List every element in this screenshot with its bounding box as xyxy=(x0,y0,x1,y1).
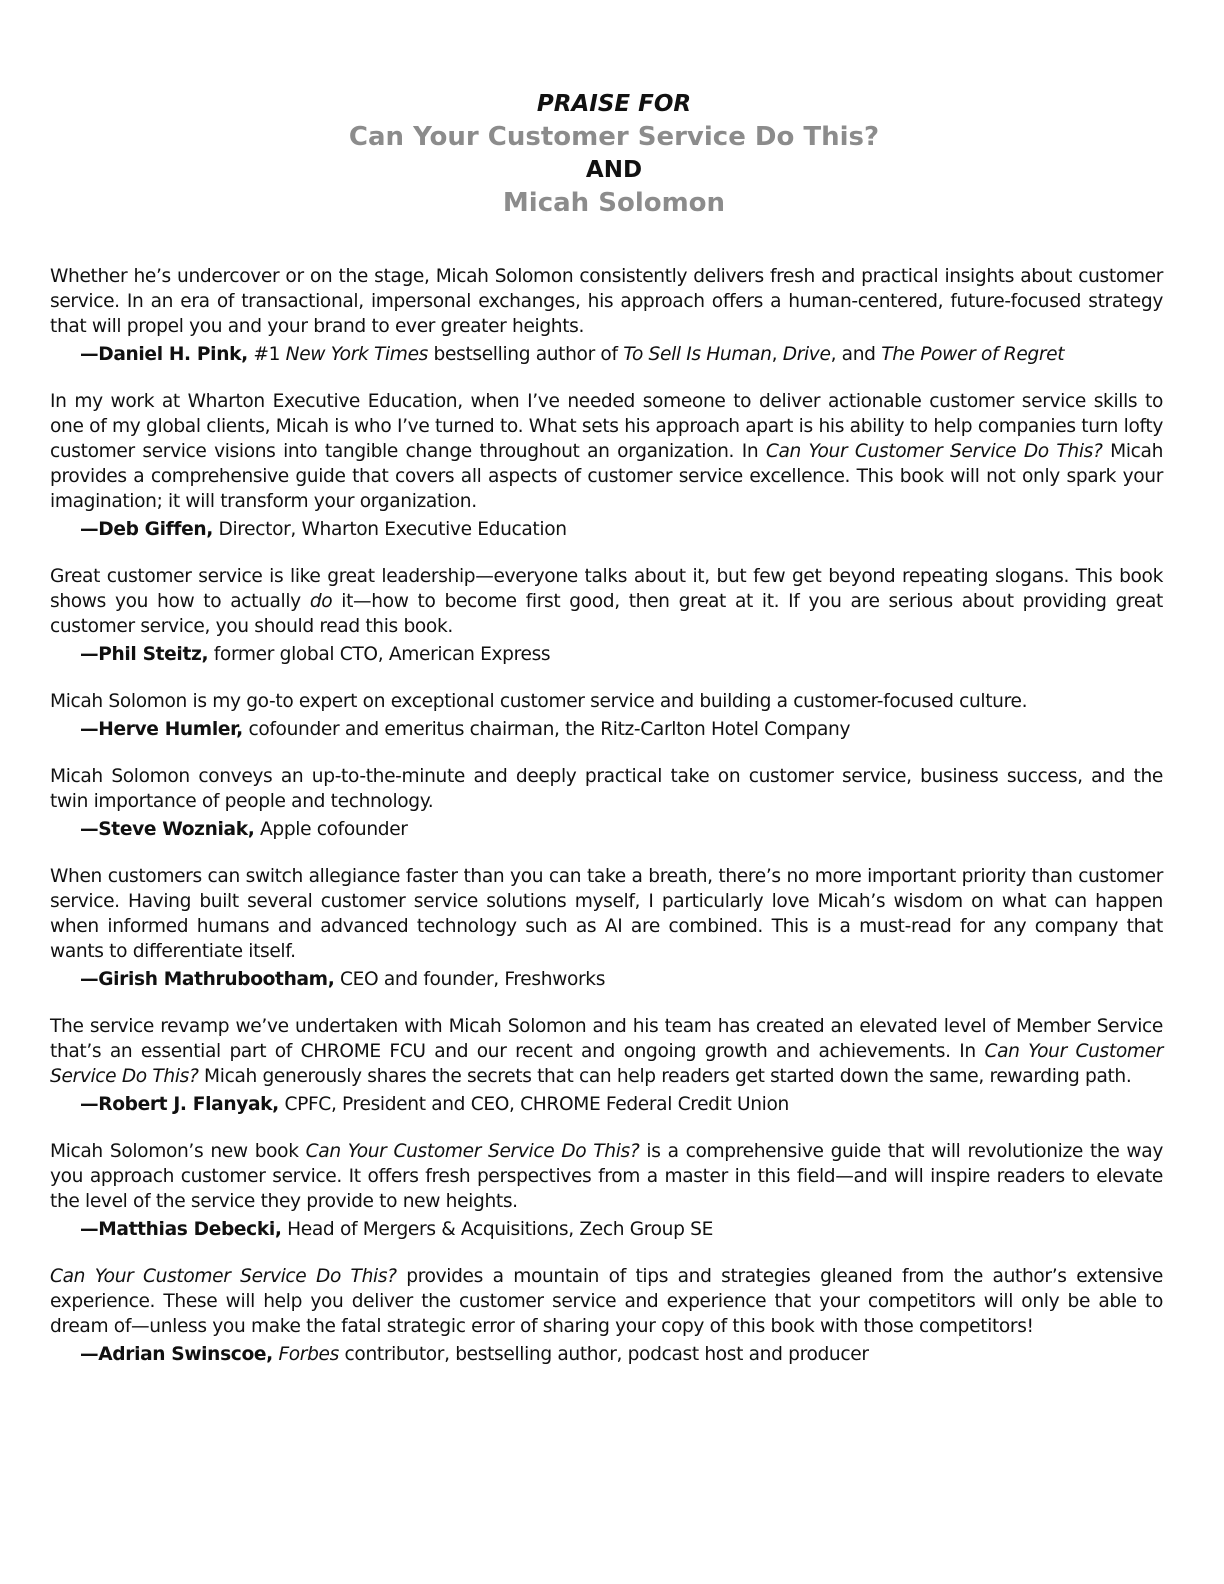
praise-page xyxy=(50,88,1163,1389)
endorser-title: CPFC, President and CEO, CHROME Federal Credit Union xyxy=(278,1094,789,1115)
heading-praise-for: PRAISE FOR xyxy=(536,91,692,117)
blurb-humler xyxy=(50,689,1163,742)
endorser-name: —Matthias Debecki, xyxy=(80,1219,282,1240)
endorser-name: —Robert J. Flanyak, xyxy=(80,1094,279,1115)
heading-and: AND xyxy=(585,157,643,183)
italic-run: Can Your Customer Service Do This? xyxy=(50,1266,397,1287)
endorser-name: —Daniel H. Pink, xyxy=(80,344,248,365)
italic-run: To Sell Is Human xyxy=(623,344,772,365)
endorser-title: former global CTO, American Express xyxy=(208,644,551,665)
blurb-quote: When customers can switch allegiance faster than you can take a breath, there’s no more important priority than customer service. Having built several customer service solutions myself, I particularly love Micah’s wisdom on what can happen when informed humans and advanced technology such as AI are combined. This is a must-read for any company that wants to differentiate itself. xyxy=(50,866,1163,962)
blurb-attribution xyxy=(80,517,1163,542)
blurb-steitz xyxy=(50,564,1163,667)
blurb-attribution xyxy=(80,1092,1163,1117)
blurb-quote: Whether he’s undercover or on the stage, Micah Solomon consistently delivers fresh and practical insights about customer service. In an era of transactional, impersonal exchanges, his approach offers a human-centered, future-focused strategy that will propel you and your brand to ever greater heights. xyxy=(50,266,1163,337)
endorser-title: Apple cofounder xyxy=(254,819,408,840)
endorser-name: —Adrian Swinscoe, xyxy=(80,1344,273,1365)
blurb-list xyxy=(50,264,1163,1367)
italic-run: do xyxy=(309,591,333,612)
praise-heading xyxy=(65,88,1163,220)
endorser-title: Forbes contributor, bestselling author, podcast host and producer xyxy=(278,1344,869,1365)
blurb-pink xyxy=(50,264,1163,367)
blurb-quote: In my work at Wharton Executive Education, when I’ve needed someone to deliver actionable customer service skills to one of my global clients, Micah is who I’ve turned to. What sets his approach apart is his ability to help companies turn lofty customer service visions into tangible change throughout an organization. In Can Your Customer Service Do This? Micah provides a comprehensive guide that covers all aspects of customer service excellence. This book will not only spark your imagination; it will transform your organization. xyxy=(50,391,1163,512)
endorser-title: Head of Mergers & Acquisitions, Zech Group SE xyxy=(281,1219,713,1240)
heading-book-title: Can Your Customer Service Do This? xyxy=(348,122,880,152)
blurb-quote: Micah Solomon conveys an up-to-the-minute and deeply practical take on customer service, business success, and the twin importance of people and technology. xyxy=(50,766,1163,812)
endorser-title: CEO and founder, Freshworks xyxy=(334,969,606,990)
blurb-attribution xyxy=(80,967,1163,992)
blurb-quote: Can Your Customer Service Do This? provides a mountain of tips and strategies gleaned from the author’s extensive experience. These will help you deliver the customer service and experience that your competitors will only be able to dream of—unless you make the fatal strategic error of sharing your copy of this book with those competitors! xyxy=(50,1266,1163,1337)
blurb-attribution xyxy=(80,717,1163,742)
endorser-title: cofounder and emeritus chairman, the Ritz-Carlton Hotel Company xyxy=(242,719,851,740)
italic-run: Can Your Customer Service Do This? xyxy=(305,1141,640,1162)
blurb-attribution xyxy=(80,642,1163,667)
blurb-attribution xyxy=(80,817,1163,842)
endorser-name: —Girish Mathrubootham, xyxy=(80,969,335,990)
heading-author: Micah Solomon xyxy=(502,188,726,218)
italic-run: The Power of Regret xyxy=(881,344,1065,365)
italic-run: Drive xyxy=(782,344,831,365)
blurb-swinscoe xyxy=(50,1264,1163,1367)
blurb-wozniak xyxy=(50,764,1163,842)
endorser-name: —Steve Wozniak, xyxy=(80,819,255,840)
endorser-title: #1 New York Times bestselling author of To Sell Is Human, Drive, and The Power of Regret xyxy=(247,344,1065,365)
endorser-name: —Phil Steitz, xyxy=(80,644,209,665)
blurb-quote: Micah Solomon’s new book Can Your Customer Service Do This? is a comprehensive guide that will revolutionize the way you approach customer service. It offers fresh perspectives from a master in this field—and will inspire readers to elevate the level of the service they provide to new heights. xyxy=(50,1141,1163,1212)
blurb-quote: Micah Solomon is my go-to expert on exceptional customer service and building a customer-focused culture. xyxy=(50,691,1028,712)
blurb-attribution xyxy=(80,1342,1163,1367)
endorser-name: —Deb Giffen, xyxy=(80,519,213,540)
blurb-mathrubootham xyxy=(50,864,1163,992)
blurb-flanyak xyxy=(50,1014,1163,1117)
blurb-attribution xyxy=(80,342,1163,367)
endorser-name: —Herve Humler, xyxy=(80,719,243,740)
italic-run: Can Your Customer Service Do This? xyxy=(50,1041,1163,1087)
blurb-quote: The service revamp we’ve undertaken with Micah Solomon and his team has created an elevated level of Member Service that’s an essential part of CHROME FCU and our recent and ongoing growth and achievements. In Can Your Customer Service Do This? Micah generously shares the secrets that can help readers get started down the same, rewarding path. xyxy=(50,1016,1163,1087)
endorser-title: Director, Wharton Executive Education xyxy=(212,519,567,540)
italic-run: New York Times xyxy=(285,344,428,365)
blurb-attribution xyxy=(80,1217,1163,1242)
blurb-giffen xyxy=(50,389,1163,542)
italic-run: Forbes xyxy=(278,1344,339,1365)
blurb-debecki xyxy=(50,1139,1163,1242)
blurb-quote: Great customer service is like great leadership—everyone talks about it, but few get beyond repeating slogans. This book shows you how to actually do it—how to become first good, then great at it. If you are serious about providing great customer service, you should read this book. xyxy=(50,566,1163,637)
italic-run: Can Your Customer Service Do This? xyxy=(765,441,1103,462)
